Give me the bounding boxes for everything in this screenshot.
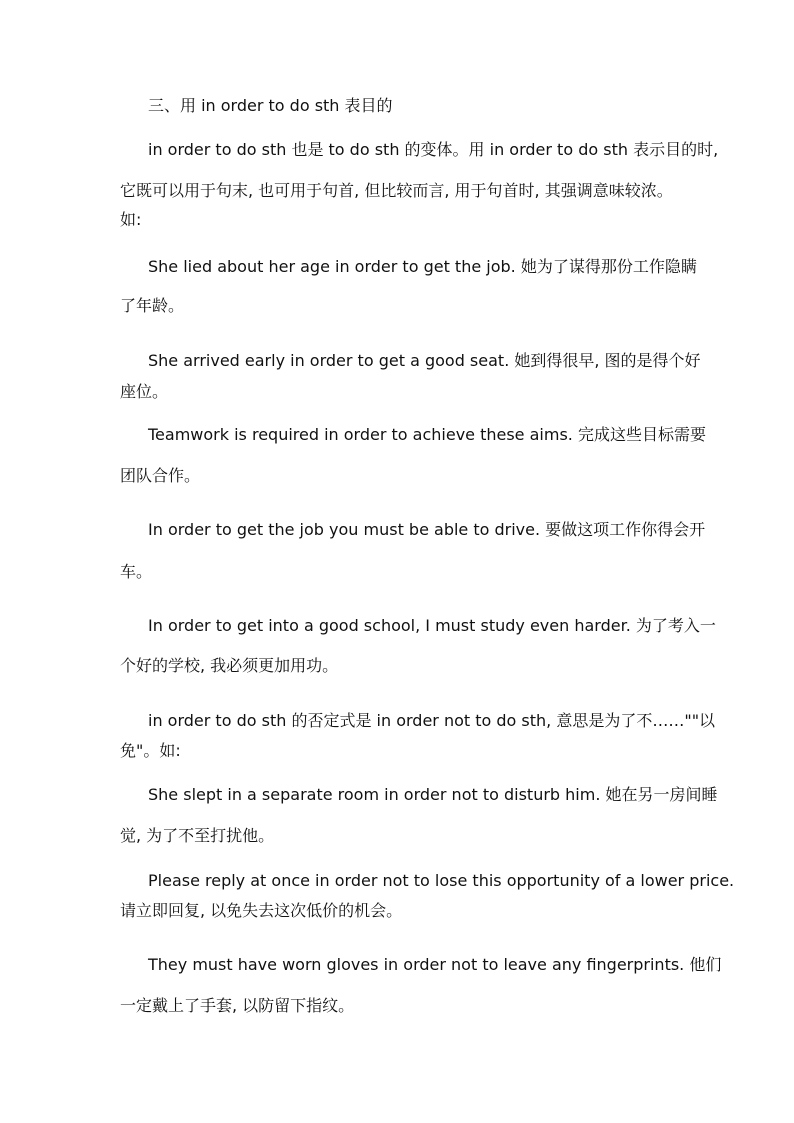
example-1-line-2: 了年龄。 bbox=[120, 296, 185, 315]
negative-intro-line-1: in order to do sth 的否定式是 in order not to do sth, 意思是为了不……""以 bbox=[148, 711, 716, 730]
intro-line-2: 它既可以用于句末, 也可用于句首, 但比较而言, 用于句首时, 其强调意味较浓。 bbox=[120, 181, 673, 200]
negative-example-2-line-1: Please reply at once in order not to lose this opportunity of a lower price. bbox=[148, 871, 735, 890]
example-4-line-1: In order to get the job you must be able to drive. 要做这项工作你得会开 bbox=[148, 520, 706, 539]
negative-example-3-line-1: They must have worn gloves in order not to leave any fingerprints. 他们 bbox=[148, 955, 722, 974]
example-2-line-2: 座位。 bbox=[120, 382, 169, 401]
example-2-line-1: She arrived early in order to get a good seat. 她到得很早, 图的是得个好 bbox=[148, 351, 701, 370]
example-5-line-2: 个好的学校, 我必须更加用功。 bbox=[120, 656, 339, 675]
negative-example-1-line-2: 觉, 为了不至打扰他。 bbox=[120, 826, 275, 845]
example-3-line-1: Teamwork is required in order to achieve these aims. 完成这些目标需要 bbox=[148, 425, 706, 444]
negative-example-2-line-2: 请立即回复, 以免失去这次低价的机会。 bbox=[120, 901, 403, 920]
negative-example-3-line-2: 一定戴上了手套, 以防留下指纹。 bbox=[120, 996, 355, 1015]
example-5-line-1: In order to get into a good school, I must study even harder. 为了考入一 bbox=[148, 616, 716, 635]
negative-intro-line-2: 免"。如: bbox=[120, 741, 181, 760]
negative-example-1-line-1: She slept in a separate room in order not to disturb him. 她在另一房间睡 bbox=[148, 785, 718, 804]
example-4-line-2: 车。 bbox=[120, 562, 153, 581]
intro-line-1: in order to do sth 也是 to do sth 的变体。用 in order to do sth 表示目的时, bbox=[148, 140, 719, 159]
example-3-line-2: 团队合作。 bbox=[120, 466, 201, 485]
intro-line-3: 如: bbox=[120, 210, 142, 229]
example-1-line-1: She lied about her age in order to get the job. 她为了谋得那份工作隐瞒 bbox=[148, 257, 697, 276]
section-heading: 三、用 in order to do sth 表目的 bbox=[148, 96, 393, 115]
